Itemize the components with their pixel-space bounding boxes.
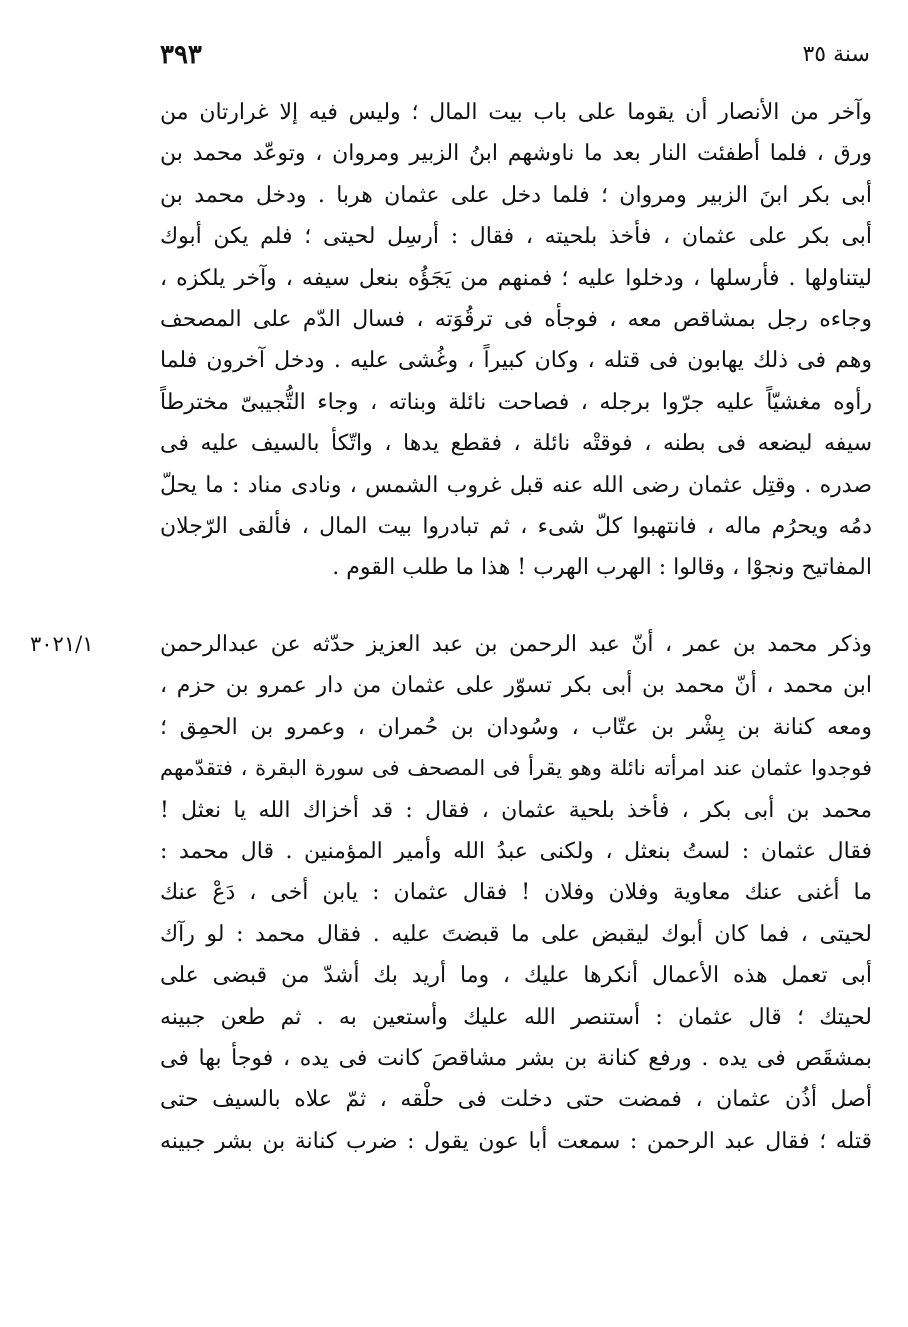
page-number: ٣٩٣	[160, 40, 202, 70]
text-line: ابن محمد ، أنّ محمد بن أبى بكر تسوّر على عثمان من دار عمرو بن حزم ،	[160, 673, 872, 699]
text-line: ورق ، فلما أطفئت النار بعد ما ناوشهم ابنُ الزبير ومروان ، وتوعّد محمد بن	[160, 141, 872, 167]
text-line: محمد بن أبى بكر ، فأخذ بلحية عثمان ، فقال : قد أخزاك الله يا نعثل !	[160, 797, 872, 823]
text-line: لحيتى ، فما كان أبوك ليقبض على ما قبضتَ عليه . فقال محمد : لو رآك	[160, 921, 872, 947]
text-line: وجاءه رجل بمشاقص معه ، فوجأه فى ترقُوَته ، فسال الدّم على المصحف	[160, 306, 872, 332]
text-line: أبى بكر ابنَ الزبير ومروان ؛ فلما دخل على عثمان هربا . ودخل محمد بن	[160, 182, 872, 208]
text-line: لحيتك ؛ قال عثمان : أستنصر الله عليك وأستعين به . ثم طعن جبينه	[160, 1004, 872, 1030]
margin-reference: ٣٠٢١/١	[30, 632, 94, 656]
text-line: فقال عثمان : لستُ بنعثل ، ولكنى عبدُ الله وأمير المؤمنين . قال محمد :	[160, 838, 872, 864]
text-line: دمُه ويحرُم ماله ، فانتهبوا كلّ شىء ، ثم تبادروا بيت المال ، فألقى الرّجلان	[160, 513, 872, 539]
text-line: أصل أذُن عثمان ، فمضت حتى دخلت فى حلْقه ، ثمّ علاه بالسيف حتى	[160, 1087, 872, 1113]
text-line: قتله ؛ فقال عبد الرحمن : سمعت أبا عون يقول : ضرب كنانة بن بشر جبينه	[160, 1128, 872, 1154]
text-line: رأوه مغشيّاً عليه جرّوا برجله ، فصاحت نائلة وبناته ، وجاء التُّجيبىّ مخترطاً	[160, 389, 872, 415]
text-line: بمشقَص فى يده . ورفع كنانة بن بشر مشاقصَ كانت فى يده ، فوجأ بها فى	[160, 1045, 872, 1071]
text-line: فوجدوا عثمان عند امرأته نائلة وهو يقرأ فى المصحف فى سورة البقرة ، فتقدّمهم	[160, 756, 872, 781]
text-line: وهم فى ذلك يهابون فى قتله ، وكان كبيراً ، وغُشى عليه . ودخل آخرون فلما	[160, 348, 872, 374]
text-line: وآخر من الأنصار أن يقوما على باب بيت المال ؛ وليس فيه إلا غرارتان من	[160, 100, 872, 125]
text-line: ومعه كنانة بن بِشْر بن عتّاب ، وسُودان بن حُمران ، وعمرو بن الحمِق ؛	[160, 714, 872, 740]
text-line: ما أغنى عنك معاوية وفلان وفلان ! فقال عثمان : يابن أخى ، دَعْ عنك	[160, 880, 872, 906]
paragraph-2	[160, 624, 872, 1162]
running-head: سنة ٣٥	[802, 42, 870, 67]
text-line: ليتناولها . فأرسلها ، ودخلوا عليه ؛ فمنهم من يَجَؤُه بنعل سيفه ، وآخر يلكزه ،	[160, 265, 872, 291]
paragraph-1	[160, 92, 872, 589]
text-line: أبى تعمل هذه الأعمال أنكرها عليك ، وما أريد بك أشدّ من قبضى على	[160, 963, 872, 989]
page-header	[160, 40, 870, 80]
text-line: وذكر محمد بن عمر ، أنّ عبد الرحمن بن عبد العزيز حدّثه عن عبدالرحمن	[160, 632, 872, 657]
text-line: صدره . وقتِل عثمان رضى الله عنه قبل غروب الشمس ، ونادى مناد : ما يحلّ	[160, 472, 872, 498]
text-line: أبى بكر على عثمان ، فأخذ بلحيته ، فقال : أرسِل لحيتى ؛ فلم يكن أبوك	[160, 224, 872, 250]
text-line: المفاتيح ونجوْا ، وقالوا : الهرب الهرب ! هذا ما طلب القوم .	[332, 555, 872, 581]
text-line: سيفه ليضعه فى بطنه ، فوقتْه نائلة ، فقطع يدها ، واتّكأ بالسيف عليه فى	[160, 431, 872, 457]
